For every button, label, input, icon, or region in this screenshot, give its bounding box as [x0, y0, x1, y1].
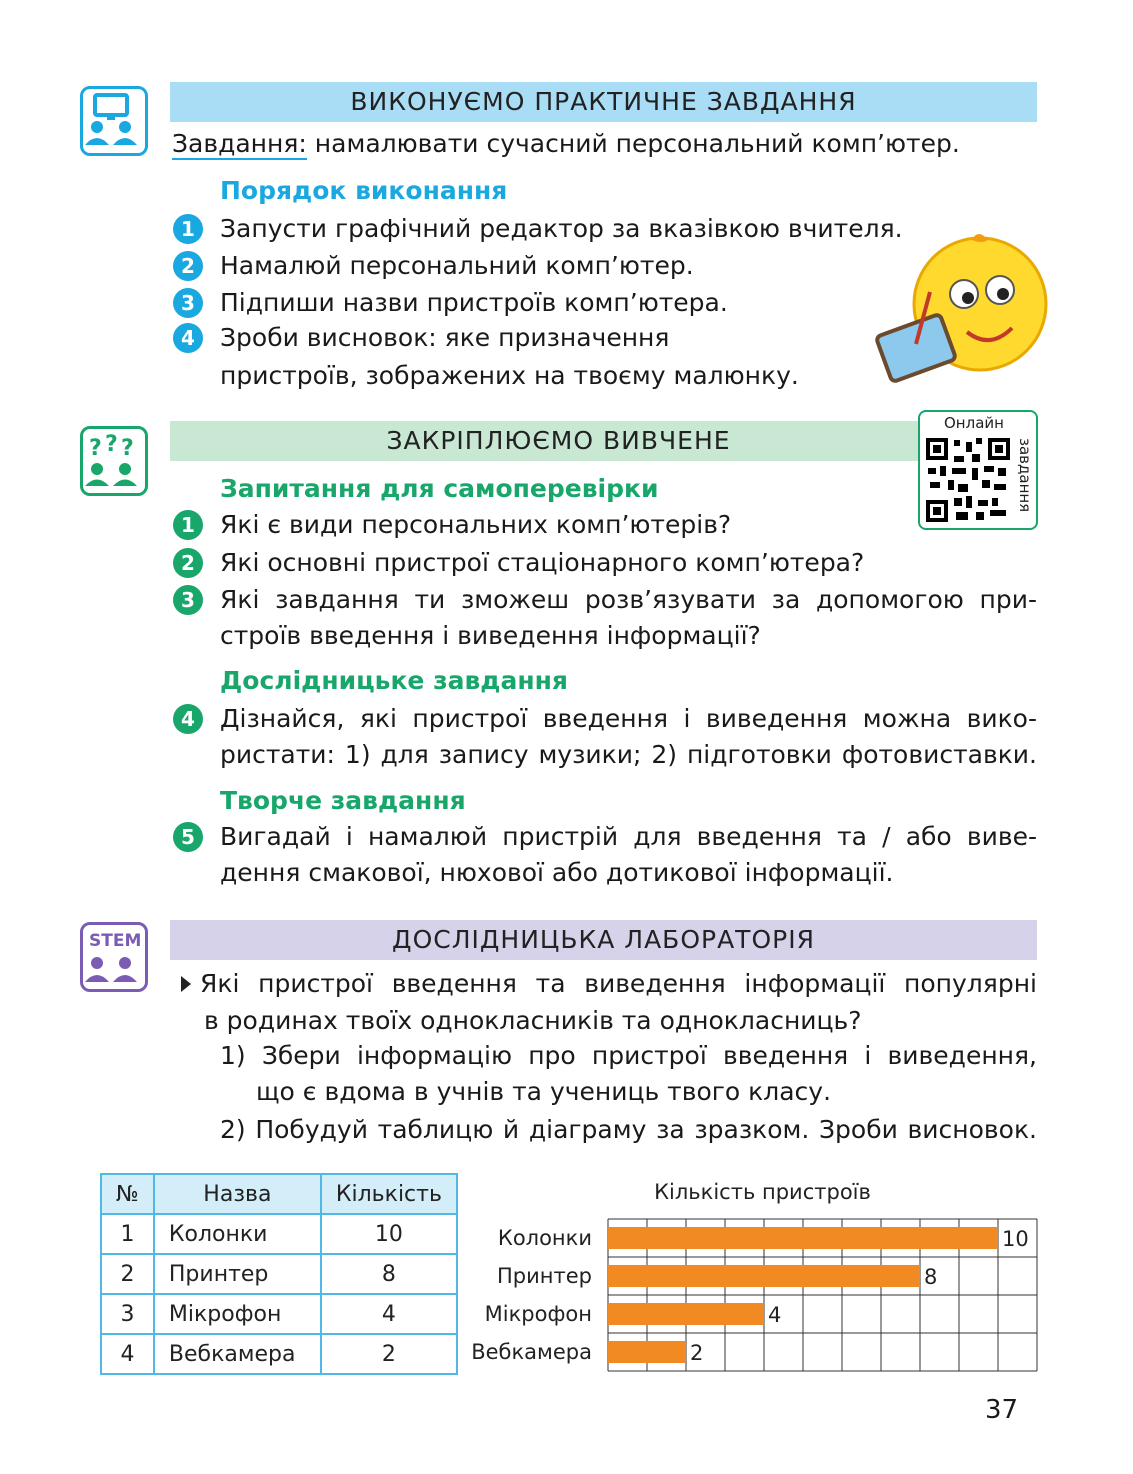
bar: [608, 1227, 998, 1249]
question-text-3-cont: строїв введення і виведення інформації?: [220, 621, 761, 650]
table-header-row: [101, 1174, 457, 1214]
question-text-3: Які завдання ти зможеш розв’язувати за допомогою при-: [220, 585, 1037, 614]
bar: [608, 1265, 920, 1287]
creative-number: 5: [173, 822, 203, 852]
table-row: [101, 1254, 457, 1294]
qr-code: [926, 438, 1010, 522]
cell-count: 4: [321, 1294, 457, 1334]
value-label: 10: [1002, 1227, 1029, 1251]
cell-count: 2: [321, 1334, 457, 1374]
value-label: 8: [924, 1265, 938, 1289]
bar: [608, 1341, 686, 1363]
step-number-4: 4: [173, 323, 203, 353]
cell-number: 2: [101, 1254, 154, 1294]
step-text-1: Запусти графічний редактор за вказівкою вчителя.: [220, 214, 903, 243]
step-number-2: 2: [173, 251, 203, 281]
category-label: Колонки: [497, 1226, 592, 1250]
mascot-illustration: [872, 232, 1062, 392]
svg-text:?: ?: [121, 436, 134, 461]
lab-item-1-cont: що є вдома в учнів та учениць твого класу.: [256, 1077, 832, 1106]
svg-text:?: ?: [105, 432, 118, 457]
step-text-3: Підпиши назви пристроїв комп’ютера.: [220, 288, 728, 317]
lab-item-1: 1) Збери інформацію про пристрої введення і виведення,: [220, 1041, 1037, 1070]
cell-name: Принтер: [154, 1254, 321, 1294]
lab-item-2: 2) Побудуй таблицю й діаграму за зразком. Зроби висновок.: [220, 1115, 1037, 1144]
table-row: [101, 1214, 457, 1254]
bullet-arrow-icon: [181, 976, 191, 992]
step-text-2: Намалюй персональний комп’ютер.: [220, 251, 694, 280]
research-text-cont: ристати: 1) для запису музики; 2) підготовки фотовиставки.: [220, 740, 1037, 769]
header-count: Кількість: [321, 1174, 457, 1214]
order-heading: Порядок виконання: [220, 176, 508, 205]
bar: [608, 1303, 764, 1325]
question-number-1: 1: [173, 510, 203, 540]
creative-text-cont: дення смакової, нюхової або дотикової інформації.: [220, 858, 894, 887]
category-label: Принтер: [497, 1264, 592, 1288]
question-number-3: 3: [173, 585, 203, 615]
question-class-icon: [80, 426, 148, 496]
category-label: Мікрофон: [484, 1302, 592, 1326]
lab-intro-cont: в родинах твоїх однокласників та однокласниць?: [204, 1006, 862, 1035]
step-number-3: 3: [173, 288, 203, 318]
table-row: [101, 1334, 457, 1374]
task-label: Завдання:: [172, 129, 307, 158]
task-text: намалювати сучасний персональний комп’ютер.: [314, 129, 960, 158]
online-qr-card[interactable]: [918, 410, 1038, 530]
questions-heading: Запитання для самоперевірки: [220, 474, 659, 503]
stem-label: STEM: [89, 931, 142, 951]
table-row: [101, 1294, 457, 1334]
section-banner-lab: ДОСЛІДНИЦЬКА ЛАБОРАТОРІЯ: [170, 920, 1037, 960]
cell-name: Колонки: [154, 1214, 321, 1254]
banner-review-text: ЗАКРІПЛЮЄМО ВИВЧЕНЕ: [386, 426, 731, 455]
cell-number: 3: [101, 1294, 154, 1334]
cell-number: 1: [101, 1214, 154, 1254]
cell-name: Мікрофон: [154, 1294, 321, 1334]
cell-name: Вебкамера: [154, 1334, 321, 1374]
cell-number: 4: [101, 1334, 154, 1374]
section-banner-review: [170, 421, 1037, 461]
page-number: 37: [985, 1395, 1019, 1425]
header-number: №: [101, 1174, 154, 1214]
computer-class-icon: [80, 86, 148, 156]
task-line: [172, 126, 960, 162]
research-text: Дізнайся, які пристрої введення і виведення можна вико-: [220, 704, 1037, 733]
lab-intro: Які пристрої введення та виведення інформації популярні: [200, 969, 1037, 998]
creative-heading: Творче завдання: [220, 786, 466, 815]
cell-count: 8: [321, 1254, 457, 1294]
svg-text:?: ?: [89, 436, 102, 461]
step-number-1: 1: [173, 214, 203, 244]
question-text-1: Які є види персональних комп’ютерів?: [220, 510, 732, 539]
value-label: 2: [690, 1341, 704, 1365]
category-label: Вебкамера: [471, 1340, 592, 1364]
section-banner-practice: ВИКОНУЄМО ПРАКТИЧНЕ ЗАВДАННЯ: [170, 82, 1037, 122]
step-text-4: Зроби висновок: яке призначення: [220, 323, 670, 352]
cell-count: 10: [321, 1214, 457, 1254]
online-vertical-label: завдання: [1016, 438, 1034, 513]
research-heading: Дослідницьке завдання: [220, 666, 568, 695]
devices-bar-chart: [460, 1175, 1050, 1375]
question-number-2: 2: [173, 548, 203, 578]
stem-icon: [80, 922, 148, 992]
creative-text: Вигадай і намалюй пристрій для введення та / або виве-: [220, 822, 1037, 851]
online-label: Онлайн: [944, 414, 1004, 432]
step-text-4-cont: пристроїв, зображених на твоєму малюнку.: [220, 361, 799, 390]
header-name: Назва: [154, 1174, 321, 1214]
question-text-2: Які основні пристрої стаціонарного комп’ютера?: [220, 548, 865, 577]
value-label: 4: [768, 1303, 782, 1327]
devices-table: [100, 1173, 458, 1375]
research-number: 4: [173, 704, 203, 734]
chart-title: Кількість пристроїв: [654, 1180, 871, 1204]
